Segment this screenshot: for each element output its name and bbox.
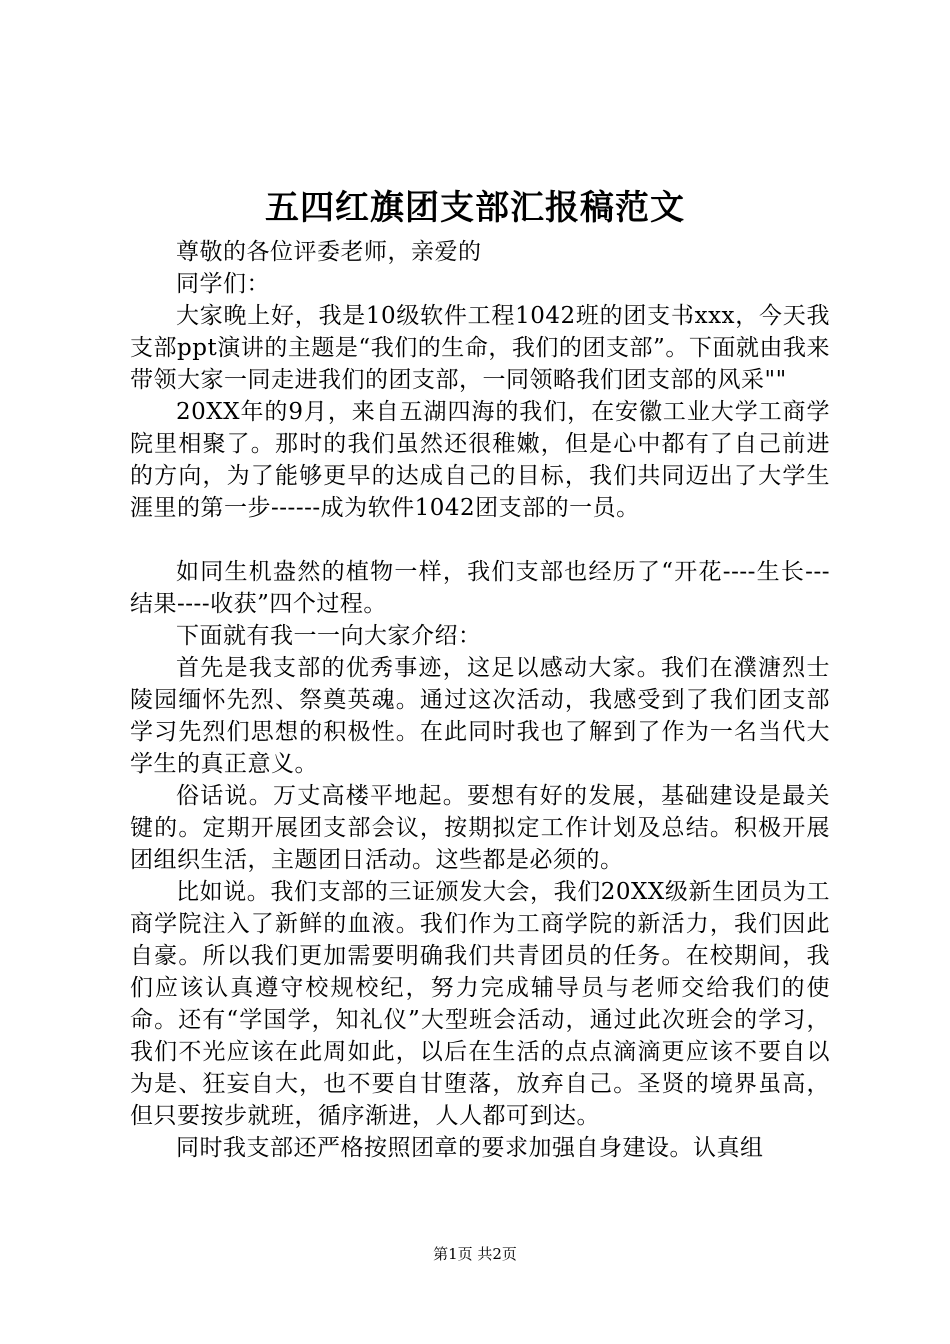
paragraph-spacer: [130, 524, 830, 556]
paragraph-greeting-cont: 同学们：: [176, 271, 270, 297]
paragraph-transition: 下面就有我一一向大家介绍：: [176, 623, 482, 649]
paragraph-intro: 大家晚上好，我是10级软件工程1042班的团支书xxx，今天我支部ppt演讲的主题是“我们的生命，我们的团支部”。下面就由我来带领大家一同走进我们的团支部，一同领略我们团支部的风采"": [130, 303, 830, 393]
paragraph-deeds: 首先是我支部的优秀事迹，这足以感动大家。我们在濮溏烈士陵园缅怀先烈、祭奠英魂。通过这次活动，我感受到了我们团支部学习先烈们思想的积极性。在此同时我也了解到了作为一名当代大学生的真正意义。: [130, 655, 830, 777]
paragraph-history: 20XX年的9月，来自五湖四海的我们，在安徽工业大学工商学院里相聚了。那时的我们虽然还很稚嫩，但是心中都有了自己前进的方向，为了能够更早的达成自己的目标，我们共同迈出了大学生涯里的第一步------成为软件1042团支部的一员。: [130, 399, 830, 521]
paragraph-construction: 同时我支部还严格按照团章的要求加强自身建设。认真组: [176, 1135, 764, 1161]
document-body: [130, 236, 830, 1164]
paragraph-greeting: 尊敬的各位评委老师，亲爱的: [176, 239, 482, 265]
paragraph-growth: 如同生机盎然的植物一样，我们支部也经历了“开花----生长---结果----收获”四个过程。: [130, 559, 830, 617]
paragraph-foundation: 俗话说。万丈高楼平地起。要想有好的发展，基础建设是最关键的。定期开展团支部会议，按期拟定工作计划及总结。积极开展团组织生活，主题团日活动。这些都是必须的。: [130, 783, 830, 873]
document-title: 五四红旗团支部汇报稿范文: [265, 188, 685, 228]
paragraph-example: 比如说。我们支部的三证颁发大会，我们20XX级新生团员为工商学院注入了新鲜的血液。我们作为工商学院的新活力，我们因此自豪。所以我们更加需要明确我们共青团员的任务。在校期间，我们应该认真遵守校规校纪，努力完成辅导员与老师交给我们的使命。还有“学国学，知礼仪”大型班会活动，通过此次班会的学习，我们不光应该在此周如此，以后在生活的点点滴滴更应该不要自以为是、狂妄自大，也不要自甘堕落，放弃自己。圣贤的境界虽高，但只要按步就班，循序渐进，人人都可到达。: [130, 879, 830, 1129]
page-footer: 第1页 共2页: [433, 1245, 517, 1263]
